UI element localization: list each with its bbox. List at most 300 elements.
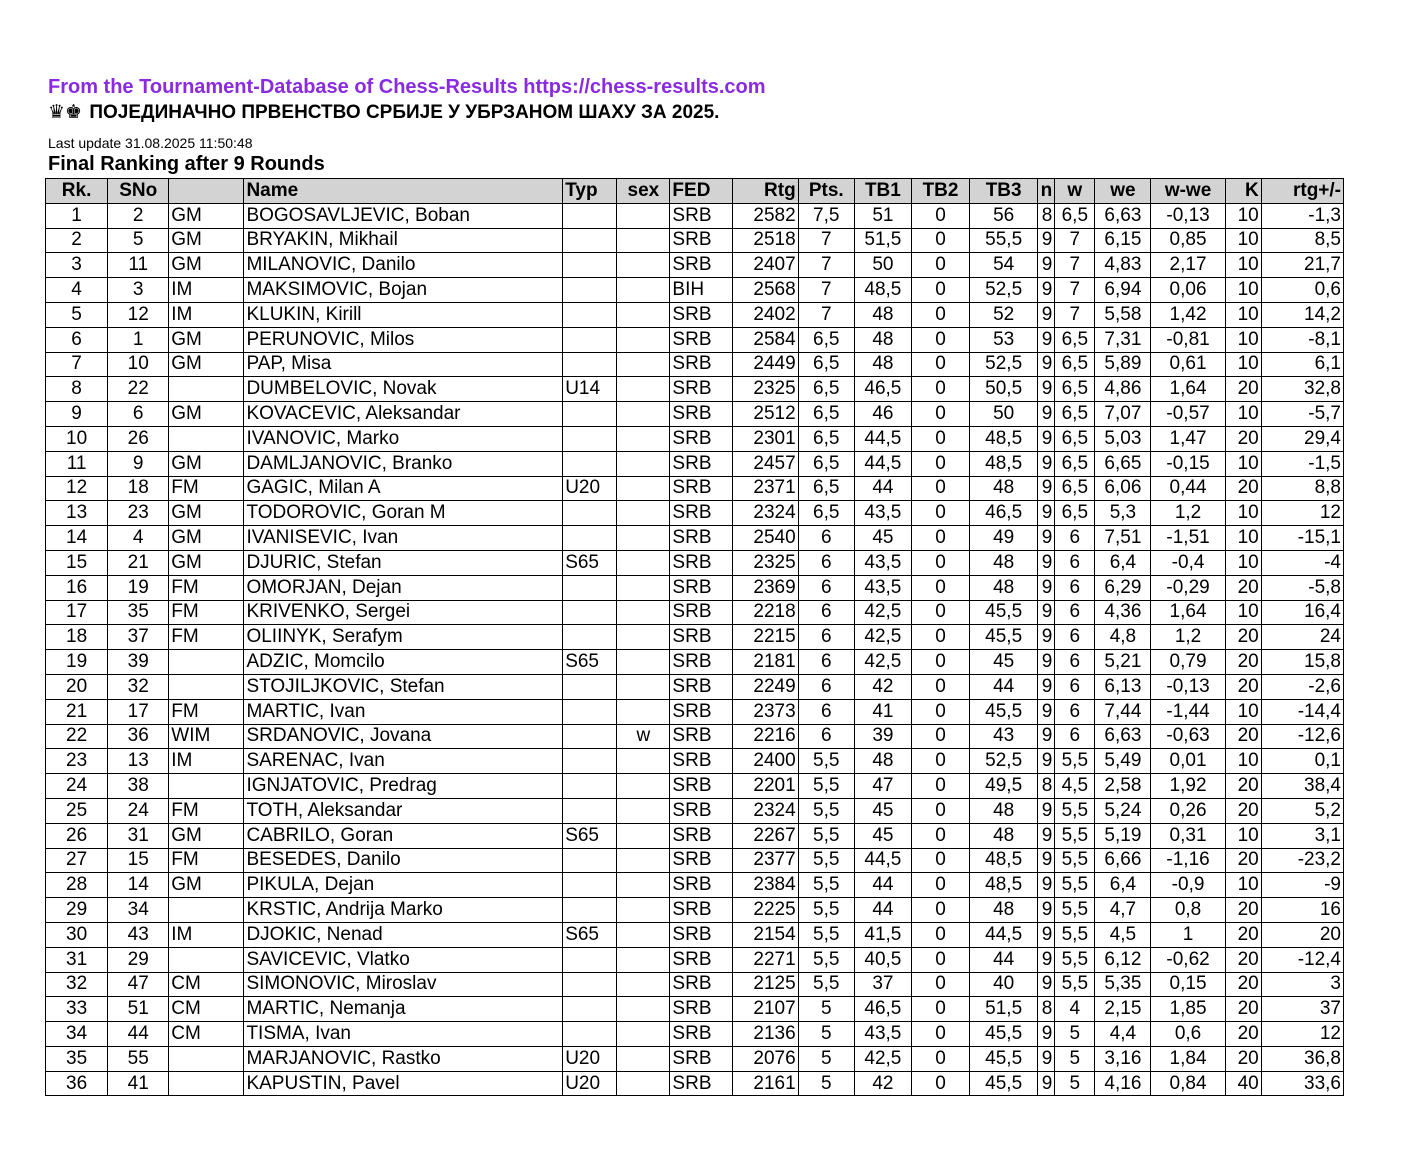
cell-w-we: 0,6	[1151, 1022, 1225, 1047]
cell-federation: SRB	[670, 699, 732, 724]
table-row	[46, 699, 1344, 724]
cell-w-we: -0,13	[1151, 203, 1225, 228]
cell-sex	[617, 476, 670, 501]
cell-wins: 6	[1055, 550, 1095, 575]
cell-start-number: 13	[108, 749, 169, 774]
column-header-tb2: TB2	[911, 179, 969, 204]
table-row	[46, 426, 1344, 451]
cell-start-number: 2	[108, 203, 169, 228]
cell-rating-change: 16,4	[1261, 600, 1343, 625]
cell-name: DAMLJANOVIC, Branko	[244, 451, 563, 476]
cell-k-factor: 20	[1225, 798, 1261, 823]
cell-type	[563, 352, 617, 377]
cell-rank: 2	[46, 228, 108, 253]
cell-tb1: 44	[854, 476, 911, 501]
cell-type: S65	[563, 550, 617, 575]
cell-tb3: 53	[970, 327, 1038, 352]
cell-rating-change: 24	[1261, 625, 1343, 650]
cell-type: S65	[563, 922, 617, 947]
cell-wins: 7	[1055, 278, 1095, 303]
cell-rank: 20	[46, 674, 108, 699]
cell-tb1: 43,5	[854, 1022, 911, 1047]
cell-tb3: 44,5	[970, 922, 1038, 947]
cell-expected: 5,3	[1095, 501, 1151, 526]
cell-tb2: 0	[911, 898, 969, 923]
cell-sex	[617, 674, 670, 699]
cell-sex	[617, 228, 670, 253]
cell-points: 6	[798, 550, 854, 575]
cell-rank: 31	[46, 947, 108, 972]
cell-w-we: -0,81	[1151, 327, 1225, 352]
column-header-sex: sex	[617, 179, 670, 204]
cell-federation: SRB	[670, 848, 732, 873]
cell-rank: 19	[46, 650, 108, 675]
cell-rank: 36	[46, 1071, 108, 1096]
cell-sex	[617, 253, 670, 278]
cell-tb2: 0	[911, 526, 969, 551]
cell-federation: SRB	[670, 724, 732, 749]
table-row	[46, 278, 1344, 303]
cell-name: DUMBELOVIC, Novak	[244, 377, 563, 402]
cell-tb1: 44,5	[854, 848, 911, 873]
cell-points: 5,5	[798, 898, 854, 923]
cell-games: 9	[1038, 501, 1055, 526]
column-header-k-factor: K	[1225, 179, 1261, 204]
cell-name: GAGIC, Milan A	[244, 476, 563, 501]
cell-tb2: 0	[911, 650, 969, 675]
cell-type	[563, 1022, 617, 1047]
cell-type: U20	[563, 1046, 617, 1071]
cell-rating: 2301	[732, 426, 798, 451]
cell-rating: 2369	[732, 575, 798, 600]
cell-rating-change: -12,6	[1261, 724, 1343, 749]
cell-w-we: -1,44	[1151, 699, 1225, 724]
cell-points: 5	[798, 997, 854, 1022]
cell-type	[563, 947, 617, 972]
cell-rating-change: -1,5	[1261, 451, 1343, 476]
table-row	[46, 352, 1344, 377]
cell-title: GM	[169, 550, 244, 575]
cell-federation: SRB	[670, 774, 732, 799]
cell-rating: 2518	[732, 228, 798, 253]
column-header-rating-change: rtg+/-	[1261, 179, 1343, 204]
cell-sex	[617, 997, 670, 1022]
cell-tb2: 0	[911, 674, 969, 699]
cell-federation: BIH	[670, 278, 732, 303]
table-row	[46, 402, 1344, 427]
cell-wins: 6,5	[1055, 402, 1095, 427]
cell-type	[563, 402, 617, 427]
cell-k-factor: 20	[1225, 997, 1261, 1022]
cell-games: 8	[1038, 774, 1055, 799]
cell-rank: 17	[46, 600, 108, 625]
cell-federation: SRB	[670, 302, 732, 327]
cell-expected: 6,29	[1095, 575, 1151, 600]
column-header-start-number: SNo	[108, 179, 169, 204]
column-header-w-we: w-we	[1151, 179, 1225, 204]
cell-rank: 1	[46, 203, 108, 228]
cell-rating: 2076	[732, 1046, 798, 1071]
cell-federation: SRB	[670, 327, 732, 352]
cell-rank: 16	[46, 575, 108, 600]
cell-type	[563, 302, 617, 327]
cell-w-we: 0,61	[1151, 352, 1225, 377]
cell-name: TISMA, Ivan	[244, 1022, 563, 1047]
cell-tb2: 0	[911, 278, 969, 303]
table-row	[46, 600, 1344, 625]
cell-k-factor: 20	[1225, 774, 1261, 799]
cell-tb1: 48	[854, 749, 911, 774]
cell-title	[169, 650, 244, 675]
table-row	[46, 253, 1344, 278]
cell-w-we: 1,2	[1151, 625, 1225, 650]
cell-sex	[617, 526, 670, 551]
cell-games: 9	[1038, 1046, 1055, 1071]
cell-start-number: 1	[108, 327, 169, 352]
cell-k-factor: 20	[1225, 848, 1261, 873]
cell-type	[563, 327, 617, 352]
cell-tb3: 40	[970, 972, 1038, 997]
cell-rank: 23	[46, 749, 108, 774]
cell-points: 6,5	[798, 377, 854, 402]
cell-name: MARTIC, Ivan	[244, 699, 563, 724]
cell-rating: 2407	[732, 253, 798, 278]
cell-games: 9	[1038, 402, 1055, 427]
cell-expected: 2,15	[1095, 997, 1151, 1022]
cell-start-number: 31	[108, 823, 169, 848]
table-row	[46, 377, 1344, 402]
cell-rating: 2384	[732, 873, 798, 898]
cell-tb3: 49	[970, 526, 1038, 551]
cell-wins: 6,5	[1055, 426, 1095, 451]
cell-wins: 5,5	[1055, 749, 1095, 774]
cell-name: PAP, Misa	[244, 352, 563, 377]
cell-name: MARJANOVIC, Rastko	[244, 1046, 563, 1071]
cell-expected: 4,5	[1095, 922, 1151, 947]
cell-expected: 5,58	[1095, 302, 1151, 327]
cell-name: OLIINYK, Serafym	[244, 625, 563, 650]
cell-points: 5,5	[798, 774, 854, 799]
cell-tb1: 45	[854, 526, 911, 551]
cell-sex	[617, 1071, 670, 1096]
cell-wins: 6	[1055, 625, 1095, 650]
cell-type	[563, 774, 617, 799]
cell-wins: 5	[1055, 1022, 1095, 1047]
cell-rank: 6	[46, 327, 108, 352]
cell-rating-change: 8,5	[1261, 228, 1343, 253]
column-header-title	[169, 179, 244, 204]
cell-k-factor: 20	[1225, 377, 1261, 402]
cell-points: 5,5	[798, 749, 854, 774]
cell-tb1: 42	[854, 1071, 911, 1096]
cell-tb3: 45,5	[970, 1046, 1038, 1071]
cell-rating-change: 33,6	[1261, 1071, 1343, 1096]
cell-games: 9	[1038, 972, 1055, 997]
cell-name: PERUNOVIC, Milos	[244, 327, 563, 352]
cell-tb3: 43	[970, 724, 1038, 749]
cell-tb3: 45,5	[970, 1071, 1038, 1096]
cell-w-we: 0,44	[1151, 476, 1225, 501]
cell-federation: SRB	[670, 451, 732, 476]
cell-w-we: 2,17	[1151, 253, 1225, 278]
cell-rating: 2215	[732, 625, 798, 650]
cell-federation: SRB	[670, 947, 732, 972]
cell-sex	[617, 749, 670, 774]
cell-tb2: 0	[911, 377, 969, 402]
cell-tb3: 48	[970, 476, 1038, 501]
cell-title: FM	[169, 575, 244, 600]
cell-expected: 6,65	[1095, 451, 1151, 476]
cell-title: GM	[169, 873, 244, 898]
cell-tb3: 44	[970, 674, 1038, 699]
cell-rank: 22	[46, 724, 108, 749]
cell-wins: 6,5	[1055, 377, 1095, 402]
cell-start-number: 47	[108, 972, 169, 997]
cell-games: 9	[1038, 526, 1055, 551]
cell-games: 9	[1038, 600, 1055, 625]
cell-rating-change: 5,2	[1261, 798, 1343, 823]
cell-sex	[617, 898, 670, 923]
cell-tb2: 0	[911, 550, 969, 575]
cell-points: 5,5	[798, 848, 854, 873]
cell-sex	[617, 550, 670, 575]
cell-title	[169, 377, 244, 402]
cell-points: 5,5	[798, 972, 854, 997]
cell-games: 9	[1038, 575, 1055, 600]
cell-tb3: 48,5	[970, 873, 1038, 898]
cell-name: MILANOVIC, Danilo	[244, 253, 563, 278]
cell-federation: SRB	[670, 426, 732, 451]
cell-games: 9	[1038, 650, 1055, 675]
cell-tb1: 45	[854, 823, 911, 848]
cell-games: 9	[1038, 278, 1055, 303]
cell-rank: 18	[46, 625, 108, 650]
cell-tb2: 0	[911, 774, 969, 799]
cell-rating-change: 0,6	[1261, 278, 1343, 303]
cell-rating-change: -14,4	[1261, 699, 1343, 724]
cell-rating-change: -5,7	[1261, 402, 1343, 427]
cell-name: IGNJATOVIC, Predrag	[244, 774, 563, 799]
cell-rating: 2568	[732, 278, 798, 303]
cell-points: 6	[798, 650, 854, 675]
cell-tb3: 50,5	[970, 377, 1038, 402]
table-row	[46, 203, 1344, 228]
cell-rating-change: 21,7	[1261, 253, 1343, 278]
cell-rating-change: -1,3	[1261, 203, 1343, 228]
cell-k-factor: 20	[1225, 947, 1261, 972]
cell-tb1: 40,5	[854, 947, 911, 972]
cell-k-factor: 20	[1225, 575, 1261, 600]
cell-wins: 6,5	[1055, 203, 1095, 228]
cell-k-factor: 10	[1225, 699, 1261, 724]
source-line: From the Tournament-Database of Chess-Results https://chess-results.com	[48, 76, 766, 98]
cell-name: MAKSIMOVIC, Bojan	[244, 278, 563, 303]
cell-start-number: 37	[108, 625, 169, 650]
cell-name: OMORJAN, Dejan	[244, 575, 563, 600]
cell-federation: SRB	[670, 501, 732, 526]
cell-rating: 2136	[732, 1022, 798, 1047]
cell-k-factor: 10	[1225, 600, 1261, 625]
cell-start-number: 32	[108, 674, 169, 699]
cell-title	[169, 1071, 244, 1096]
cell-rating: 2400	[732, 749, 798, 774]
cell-sex	[617, 352, 670, 377]
cell-points: 5,5	[798, 922, 854, 947]
cell-sex	[617, 922, 670, 947]
cell-tb1: 42,5	[854, 625, 911, 650]
cell-tb1: 48	[854, 352, 911, 377]
cell-tb3: 45,5	[970, 699, 1038, 724]
cell-tb1: 46	[854, 402, 911, 427]
cell-tb2: 0	[911, 848, 969, 873]
cell-games: 9	[1038, 327, 1055, 352]
cell-rating-change: 20	[1261, 922, 1343, 947]
cell-name: KLUKIN, Kirill	[244, 302, 563, 327]
cell-tb1: 45	[854, 798, 911, 823]
cell-sex	[617, 327, 670, 352]
cell-tb2: 0	[911, 501, 969, 526]
cell-name: SARENAC, Ivan	[244, 749, 563, 774]
cell-tb3: 45,5	[970, 625, 1038, 650]
cell-rating-change: 3,1	[1261, 823, 1343, 848]
cell-start-number: 34	[108, 898, 169, 923]
cell-rating-change: 38,4	[1261, 774, 1343, 799]
cell-sex	[617, 972, 670, 997]
cell-expected: 4,83	[1095, 253, 1151, 278]
cell-start-number: 15	[108, 848, 169, 873]
cell-type	[563, 798, 617, 823]
cell-points: 6	[798, 575, 854, 600]
cell-expected: 6,13	[1095, 674, 1151, 699]
cell-points: 6	[798, 625, 854, 650]
cell-tb1: 48	[854, 302, 911, 327]
cell-title: GM	[169, 526, 244, 551]
cell-rank: 8	[46, 377, 108, 402]
cell-tb2: 0	[911, 451, 969, 476]
cell-federation: SRB	[670, 402, 732, 427]
cell-k-factor: 20	[1225, 625, 1261, 650]
cell-expected: 5,19	[1095, 823, 1151, 848]
cell-start-number: 9	[108, 451, 169, 476]
cell-expected: 5,03	[1095, 426, 1151, 451]
cell-tb1: 43,5	[854, 550, 911, 575]
cell-name: BESEDES, Danilo	[244, 848, 563, 873]
table-row	[46, 526, 1344, 551]
cell-start-number: 18	[108, 476, 169, 501]
cell-games: 9	[1038, 922, 1055, 947]
cell-tb3: 44	[970, 947, 1038, 972]
cell-k-factor: 10	[1225, 327, 1261, 352]
cell-type: S65	[563, 823, 617, 848]
cell-federation: SRB	[670, 1022, 732, 1047]
cell-expected: 6,63	[1095, 203, 1151, 228]
cell-sex	[617, 1046, 670, 1071]
cell-k-factor: 20	[1225, 426, 1261, 451]
table-row	[46, 774, 1344, 799]
table-row	[46, 997, 1344, 1022]
cell-type	[563, 575, 617, 600]
table-row	[46, 674, 1344, 699]
cell-expected: 4,86	[1095, 377, 1151, 402]
cell-k-factor: 10	[1225, 451, 1261, 476]
chess-king-queen-icon: ♛♚	[48, 102, 83, 123]
cell-start-number: 12	[108, 302, 169, 327]
cell-wins: 5,5	[1055, 798, 1095, 823]
cell-type: S65	[563, 650, 617, 675]
cell-title: GM	[169, 501, 244, 526]
cell-k-factor: 10	[1225, 253, 1261, 278]
cell-rating-change: 12	[1261, 1022, 1343, 1047]
cell-type	[563, 501, 617, 526]
cell-rating: 2402	[732, 302, 798, 327]
cell-title: GM	[169, 253, 244, 278]
cell-rating-change: 32,8	[1261, 377, 1343, 402]
cell-rating: 2582	[732, 203, 798, 228]
cell-title: FM	[169, 699, 244, 724]
cell-rank: 32	[46, 972, 108, 997]
cell-federation: SRB	[670, 228, 732, 253]
cell-wins: 6	[1055, 650, 1095, 675]
cell-games: 9	[1038, 228, 1055, 253]
cell-rating-change: -23,2	[1261, 848, 1343, 873]
cell-sex	[617, 1022, 670, 1047]
cell-k-factor: 10	[1225, 501, 1261, 526]
cell-type	[563, 699, 617, 724]
cell-points: 6,5	[798, 402, 854, 427]
cell-title: GM	[169, 823, 244, 848]
cell-expected: 5,89	[1095, 352, 1151, 377]
cell-title: CM	[169, 1022, 244, 1047]
cell-points: 6	[798, 600, 854, 625]
cell-tb1: 44,5	[854, 426, 911, 451]
cell-wins: 6,5	[1055, 327, 1095, 352]
cell-tb1: 50	[854, 253, 911, 278]
cell-tb1: 43,5	[854, 501, 911, 526]
cell-name: KAPUSTIN, Pavel	[244, 1071, 563, 1096]
cell-federation: SRB	[670, 600, 732, 625]
cell-rating: 2324	[732, 798, 798, 823]
cell-type: U20	[563, 476, 617, 501]
cell-tb2: 0	[911, 873, 969, 898]
cell-k-factor: 10	[1225, 302, 1261, 327]
cell-expected: 4,16	[1095, 1071, 1151, 1096]
cell-start-number: 35	[108, 600, 169, 625]
table-row	[46, 650, 1344, 675]
cell-federation: SRB	[670, 674, 732, 699]
cell-k-factor: 20	[1225, 476, 1261, 501]
column-header-rating: Rtg	[732, 179, 798, 204]
cell-rank: 27	[46, 848, 108, 873]
cell-rating-change: -2,6	[1261, 674, 1343, 699]
table-row	[46, 550, 1344, 575]
cell-rating-change: 12	[1261, 501, 1343, 526]
cell-name: DJURIC, Stefan	[244, 550, 563, 575]
cell-tb2: 0	[911, 476, 969, 501]
cell-tb3: 48	[970, 798, 1038, 823]
cell-games: 9	[1038, 625, 1055, 650]
cell-type	[563, 674, 617, 699]
table-row	[46, 823, 1344, 848]
cell-points: 6,5	[798, 476, 854, 501]
cell-rating-change: -4	[1261, 550, 1343, 575]
cell-points: 5	[798, 1071, 854, 1096]
cell-start-number: 4	[108, 526, 169, 551]
cell-name: TOTH, Aleksandar	[244, 798, 563, 823]
cell-k-factor: 10	[1225, 526, 1261, 551]
cell-tb2: 0	[911, 352, 969, 377]
cell-w-we: 1,92	[1151, 774, 1225, 799]
cell-type	[563, 600, 617, 625]
